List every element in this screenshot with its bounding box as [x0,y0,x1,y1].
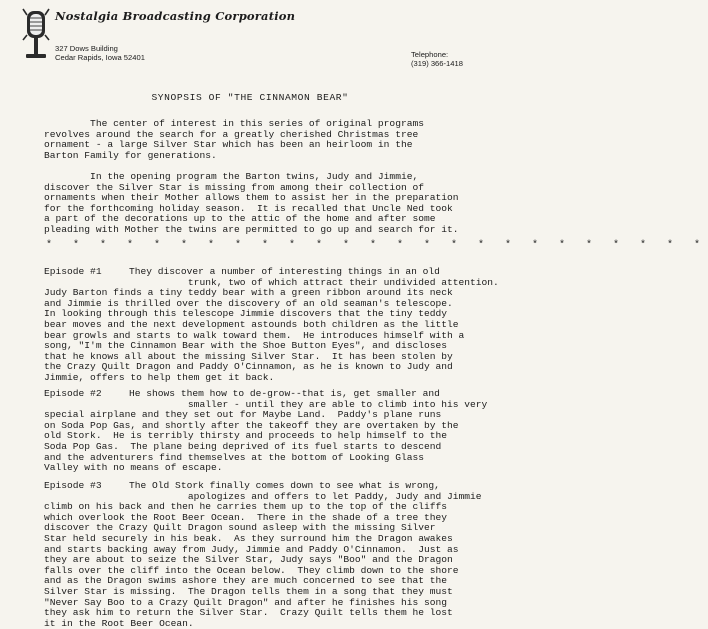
episode-label: Episode #3 [44,480,102,491]
company-telephone [411,50,463,68]
telephone-label: Telephone: [411,50,449,59]
telephone-number: (319) 366-1418 [411,59,463,68]
episode-first-line: The Old Stork finally comes down to see what is wrong, [129,480,440,491]
company-name: Nostalgia Broadcasting Corporation [55,9,296,23]
episode-text: trunk, two of which attract their undivided attention. Judy Barton finds a tiny teddy bear with a green ribbon around its neck and Jimmie is thrilled over the discovery of an old seaman's telescope. In looking through this telescope Jimmie discovers that the tiny teddy bear moves and the next development astounds both children as the little bear growls and starts to walk toward them. He introduces himself with a song, "I'm the Cinnamon Bear with the Shoe Button Eyes", and discloses that he knows all about the missing Silver Star. It has been stolen by the Crazy Quilt Dragon and Paddy O'Cinnamon, as he is known to Judy and Jimmie, offers to help them get it back. [44,276,499,383]
episode-first-line: They discover a number of interesting things in an old [129,266,440,277]
section-divider: * * * * * * * * * * * * * * * * * * * * * * * * * [46,240,708,251]
episode-first-line: He shows them how to de-grow--that is, get smaller and [129,388,440,399]
episode-text: smaller - until they are able to climb into his very special airplane and they set out for Maybe Land. Paddy's plane runs on Soda Pop Gas, and shortly after the takeoff they are overtaken by the old Stork. He is terribly thirsty and proceeds to help himself to the Soda Pop Gas. The plane being deprived of its fuel starts to descend and the adventurers find themselves at the bottom of Looking Glass Valley with no means of escape. [44,398,488,474]
document-title: SYNOPSIS OF "THE CINNAMON BEAR" [151,92,349,103]
intro-paragraph-2: In the opening program the Barton twins, Judy and Jimmie, discover the Silver Star is missing from among their collection of ornaments when their Mother allows them to assist her in the preparation for the forthcoming holiday season. It is recalled that Uncle Ned took a part of the decorations up to the attic of the home and after some pleading with Mother the twins are permitted to go up and search for it. [44,171,459,235]
episode-text: apologizes and offers to let Paddy, Judy and Jimmie climb on his back and then he carries them up to the top of the cliffs which overlook the Root Beer Ocean. There in the shade of a tree they discover the Crazy Quilt Dragon sound asleep with the missing Silver Star held securely in his beak. As they surround him the Dragon awakes and starts backing away from Judy, Jimmie and Paddy O'Cinnamon. Just as they are about to seize the Silver Star, Judy says "Boo" and the Dragon falls over the cliff into the Ocean below. They climb down to the shore and as the Dragon swims ashore they are much concerned to see that the Silver Star is missing. The Dragon tells them in a song that they must "Never Say Boo to a Crazy Quilt Dragon" and after he finishes his song they ask him to return the Silver Star. Crazy Quilt tells them he lost it in the Root Beer Ocean. [44,490,482,629]
address-line-city: Cedar Rapids, Iowa 52401 [55,53,145,62]
address-line-street: 327 Dows Building [55,44,118,53]
company-address [55,44,145,62]
intro-paragraph-1: The center of interest in this series of original programs revolves around the search for a greatly cherished Christmas tree ornament - a large Silver Star which has been an heirloom in the Barton Family for generations. [44,118,424,161]
episode-label: Episode #1 [44,266,102,277]
episode-label: Episode #2 [44,388,102,399]
microphone-logo-icon [14,6,58,62]
